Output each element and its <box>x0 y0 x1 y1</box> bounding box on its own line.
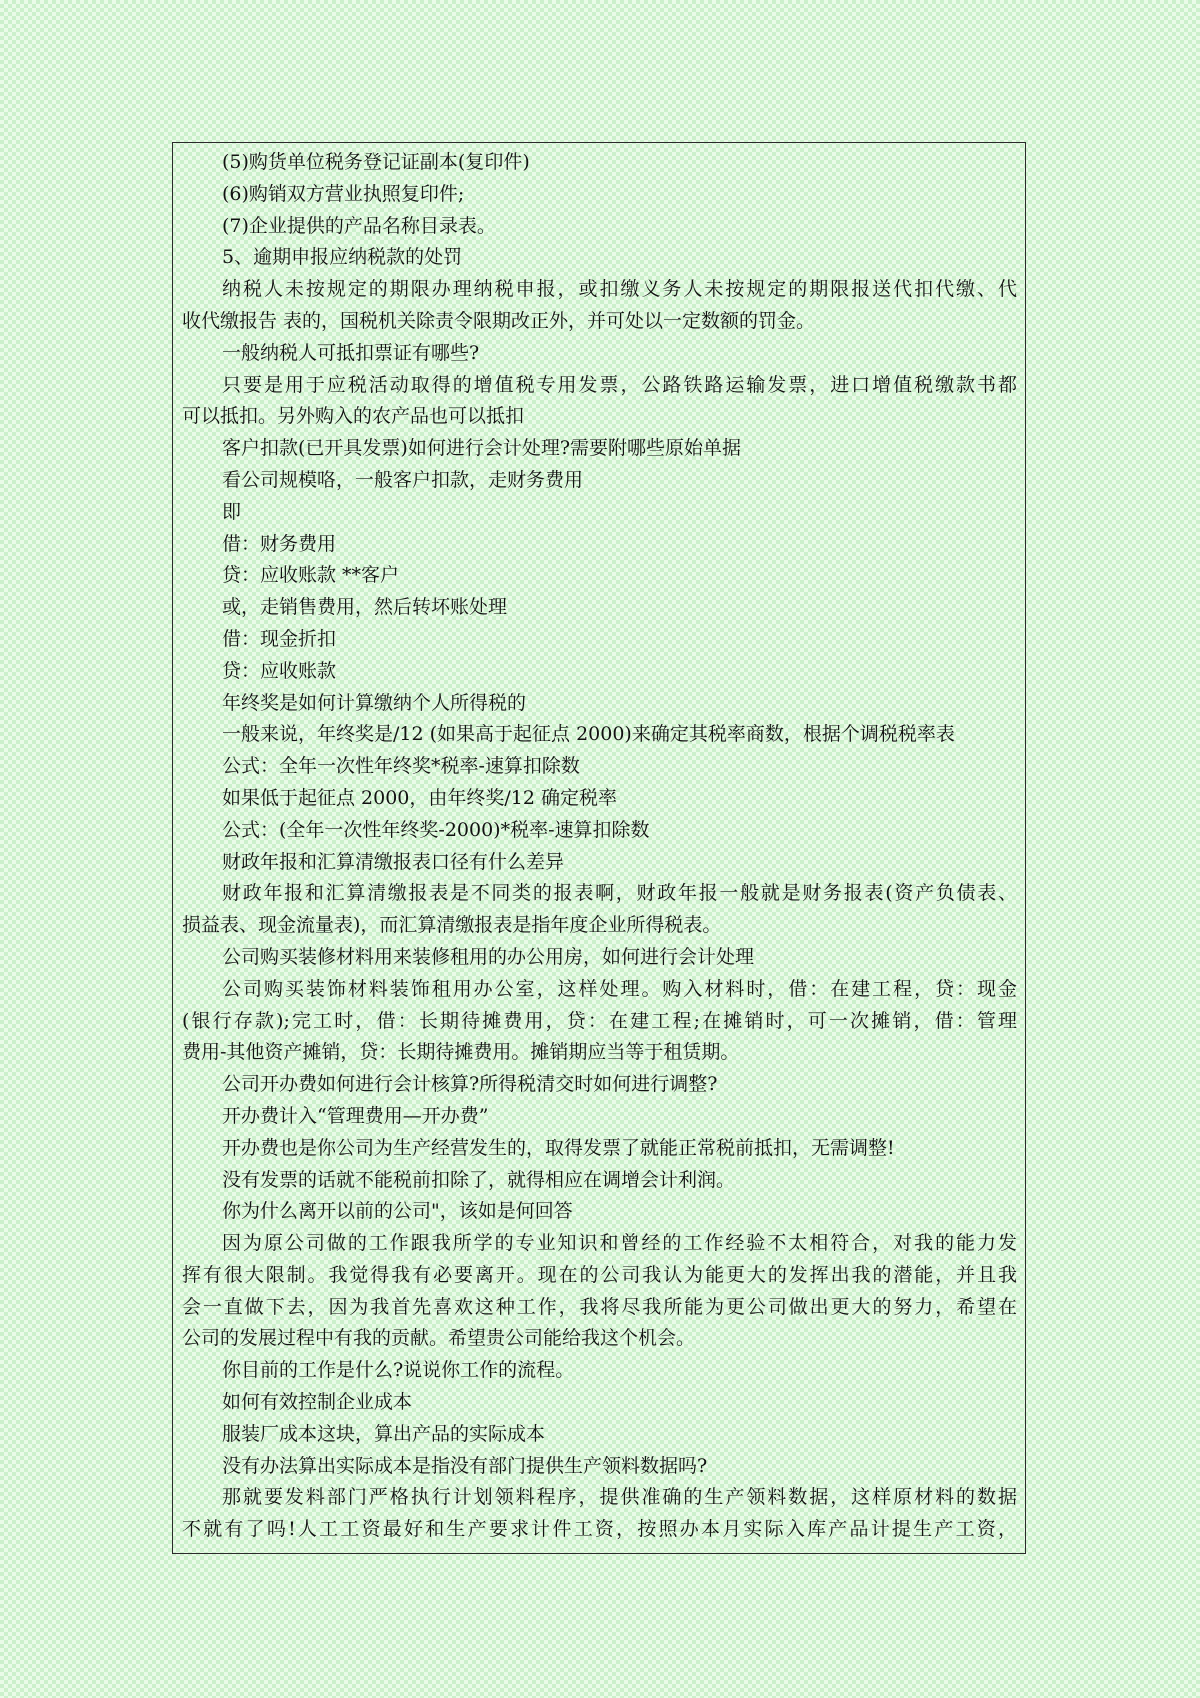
question-line: 你目前的工作是什么?说说你工作的流程。 <box>222 1359 575 1382</box>
text-line: (银行存款);完工时，借：长期待摊费用，贷：在建工程;在摊销时，可一次摊销，借：管理 <box>182 1009 1017 1032</box>
text-line: 财政年报和汇算清缴报表是不同类的报表啊，财政年报一般就是财务报表(资产负债表、 <box>222 882 1017 905</box>
text-line: 可以抵扣。另外购入的农产品也可以抵扣 <box>182 405 525 428</box>
text-line: 只要是用于应税活动取得的增值税专用发票，公路铁路运输发票，进口增值税缴款书都 <box>222 373 1017 396</box>
text-line: 公司购买装饰材料装饰租用办公室，这样处理。购入材料时，借：在建工程，贷：现金 <box>222 977 1017 1000</box>
question-line: 没有办法算出实际成本是指没有部门提供生产领料数据吗? <box>222 1454 708 1477</box>
text-line: 借：现金折扣 <box>222 627 337 650</box>
text-line: 公司的发展过程中有我的贡献。希望贵公司能给我这个机会。 <box>182 1327 696 1350</box>
text-line: 即 <box>222 500 242 523</box>
text-line: 借：财务费用 <box>222 532 337 555</box>
text-line: (7)企业提供的产品名称目录表。 <box>222 214 496 237</box>
section-heading: 5、逾期申报应纳税款的处罚 <box>222 246 463 269</box>
document-frame <box>172 142 1026 1554</box>
question-line: 年终奖是如何计算缴纳个人所得税的 <box>222 691 527 714</box>
question-line: 客户扣款(已开具发票)如何进行会计处理?需要附哪些原始单据 <box>222 437 742 460</box>
text-line: 费用-其他资产摊销，贷：长期待摊费用。摊销期应当等于租赁期。 <box>182 1041 740 1064</box>
text-line: (5)购货单位税务登记证副本(复印件) <box>222 151 530 173</box>
text-line: 贷：应收账款 <box>222 659 337 682</box>
text-line: 如果低于起征点 2000，由年终奖/12 确定税率 <box>222 786 618 809</box>
text-line: 那就要发料部门严格执行计划领料程序，提供准确的生产领料数据，这样原材料的数据 <box>222 1486 1017 1509</box>
text-line: 纳税人未按规定的期限办理纳税申报，或扣缴义务人未按规定的期限报送代扣代缴、代 <box>222 278 1017 301</box>
text-line: 一般来说，年终奖是/12 (如果高于起征点 2000)来确定其税率商数，根据个调税税率表 <box>222 723 955 746</box>
text-line: (6)购销双方营业执照复印件; <box>222 182 465 205</box>
text-line: 不就有了吗!人工工资最好和生产要求计件工资，按照办本月实际入库产品计提生产工资， <box>182 1518 1017 1541</box>
text-line: 公式：(全年一次性年终奖-2000)*税率-速算扣除数 <box>222 818 650 841</box>
text-line: 看公司规模咯，一般客户扣款，走财务费用 <box>222 468 584 491</box>
text-line: 因为原公司做的工作跟我所学的专业知识和曾经的工作经验不太相符合，对我的能力发 <box>222 1232 1017 1255</box>
text-line: 损益表、现金流量表)，而汇算清缴报表是指年度企业所得税表。 <box>182 914 722 937</box>
text-line: 收代缴报告 表的，国税机关除责令限期改正外，并可处以一定数额的罚金。 <box>182 309 816 332</box>
text-line: 挥有很大限制。我觉得我有必要离开。现在的公司我认为能更大的发挥出我的潜能，并且我 <box>182 1263 1017 1286</box>
question-line: 一般纳税人可抵扣票证有哪些? <box>222 341 480 364</box>
text-line: 或，走销售费用，然后转坏账处理 <box>222 596 508 619</box>
question-line: 公司开办费如何进行会计核算?所得税清交时如何进行调整? <box>222 1073 718 1096</box>
question-line: 如何有效控制企业成本 <box>222 1391 413 1414</box>
text-line: 会一直做下去，因为我首先喜欢这种工作，我将尽我所能为更公司做出更大的努力，希望在 <box>182 1295 1017 1318</box>
text-line: 服装厂成本这块，算出产品的实际成本 <box>222 1422 546 1445</box>
text-line: 贷：应收账款 **客户 <box>222 564 400 587</box>
text-line: 没有发票的话就不能税前扣除了，就得相应在调增会计利润。 <box>222 1168 736 1191</box>
question-line: 财政年报和汇算清缴报表口径有什么差异 <box>222 850 565 873</box>
text-line: 公式：全年一次性年终奖*税率-速算扣除数 <box>222 755 580 778</box>
question-line: 公司购买装修材料用来装修租用的办公用房，如何进行会计处理 <box>222 945 755 968</box>
text-line: 开办费也是你公司为生产经营发生的，取得发票了就能正常税前抵扣，无需调整! <box>222 1136 895 1159</box>
text-line: 开办费计入“管理费用—开办费” <box>222 1104 489 1127</box>
question-line: 你为什么离开以前的公司"，该如是何回答 <box>222 1200 573 1223</box>
